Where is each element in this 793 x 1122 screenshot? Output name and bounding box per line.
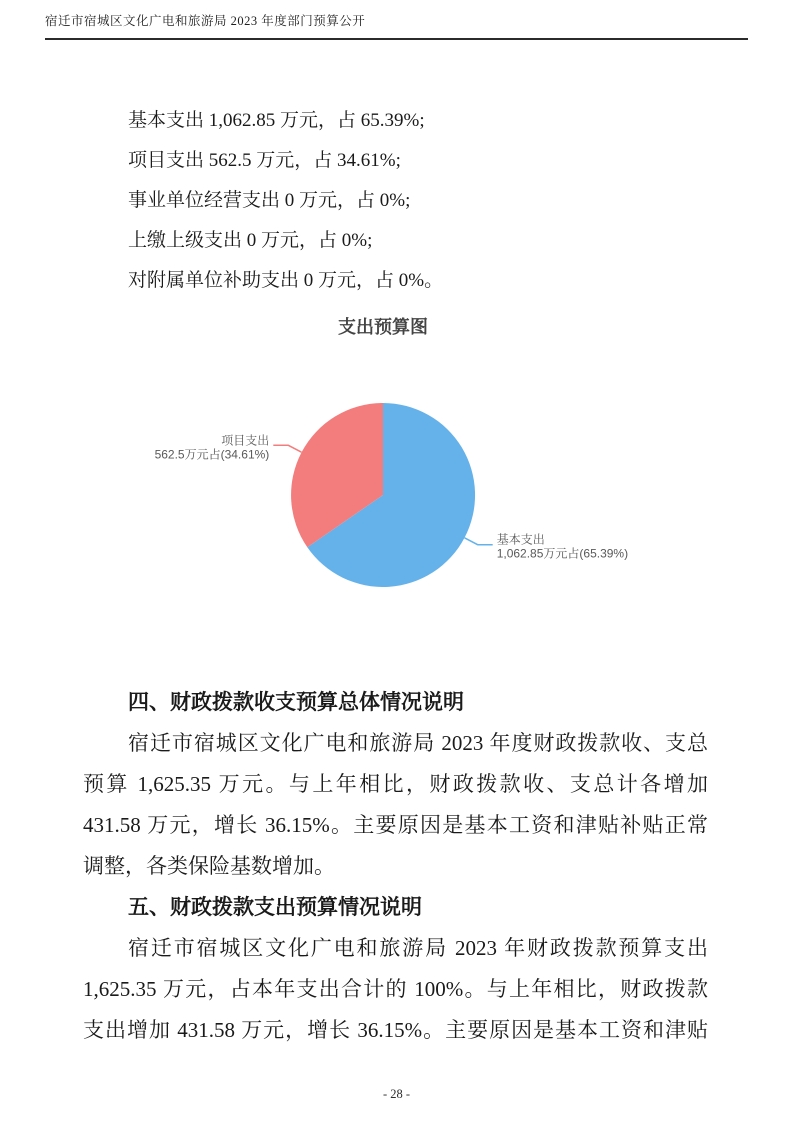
- page-number: - 28 -: [382, 1087, 411, 1101]
- paragraph-line: 预算 1,625.35 万元。与上年相比，财政拨款收、支总计各增加: [83, 772, 708, 796]
- pie-leader-line-basic-expenditure: [465, 538, 493, 545]
- expenditure-list-item: 基本支出 1,062.85 万元，占 65.39%;: [128, 110, 425, 131]
- expenditure-list-item: 事业单位经营支出 0 万元，占 0%;: [128, 190, 411, 211]
- pie-label-basic-expenditure-line1: 基本支出: [496, 532, 545, 547]
- paragraph-line: 1,625.35 万元，占本年支出合计的 100%。与上年相比，财政拨款: [83, 977, 708, 1001]
- chart-title: 支出预算图: [338, 317, 428, 337]
- page-footer: [0, 1085, 793, 1103]
- expenditure-list-item: 对附属单位补助支出 0 万元，占 0%。: [128, 270, 444, 291]
- paragraph-line: 支出增加 431.58 万元，增长 36.15%。主要原因是基本工资和津贴: [83, 1018, 708, 1042]
- paragraph-line: 调整，各类保险基数增加。: [83, 854, 335, 878]
- page-header: [45, 12, 748, 40]
- expenditure-list-item: 上缴上级支出 0 万元，占 0%;: [128, 230, 373, 251]
- header-title: 宿迁市宿城区文化广电和旅游局 2023 年度部门预算公开: [45, 14, 366, 28]
- pie-leader-line-project-expenditure: [273, 445, 301, 452]
- section-heading: 五、财政拨款支出预算情况说明: [128, 895, 422, 919]
- pie-label-basic-expenditure-line2: 1,062.85万元占(65.39%): [496, 546, 629, 561]
- paragraph-line: 宿迁市宿城区文化广电和旅游局 2023 年财政拨款预算支出: [128, 936, 708, 960]
- expenditure-breakdown-list: [83, 101, 708, 301]
- paragraph-line: 宿迁市宿城区文化广电和旅游局 2023 年度财政拨款收、支总: [128, 731, 708, 755]
- expenditure-pie-chart: [0, 370, 793, 620]
- pie-label-project-expenditure-line1: 项目支出: [221, 433, 270, 448]
- document-sections: [83, 682, 708, 1051]
- section-heading: 四、财政拨款收支预算总体情况说明: [128, 690, 464, 714]
- pie-label-project-expenditure-line2: 562.5万元占(34.61%): [154, 447, 270, 462]
- expenditure-list-item: 项目支出 562.5 万元，占 34.61%;: [128, 150, 401, 171]
- paragraph-line: 431.58 万元，增长 36.15%。主要原因是基本工资和津贴补贴正常: [83, 813, 708, 837]
